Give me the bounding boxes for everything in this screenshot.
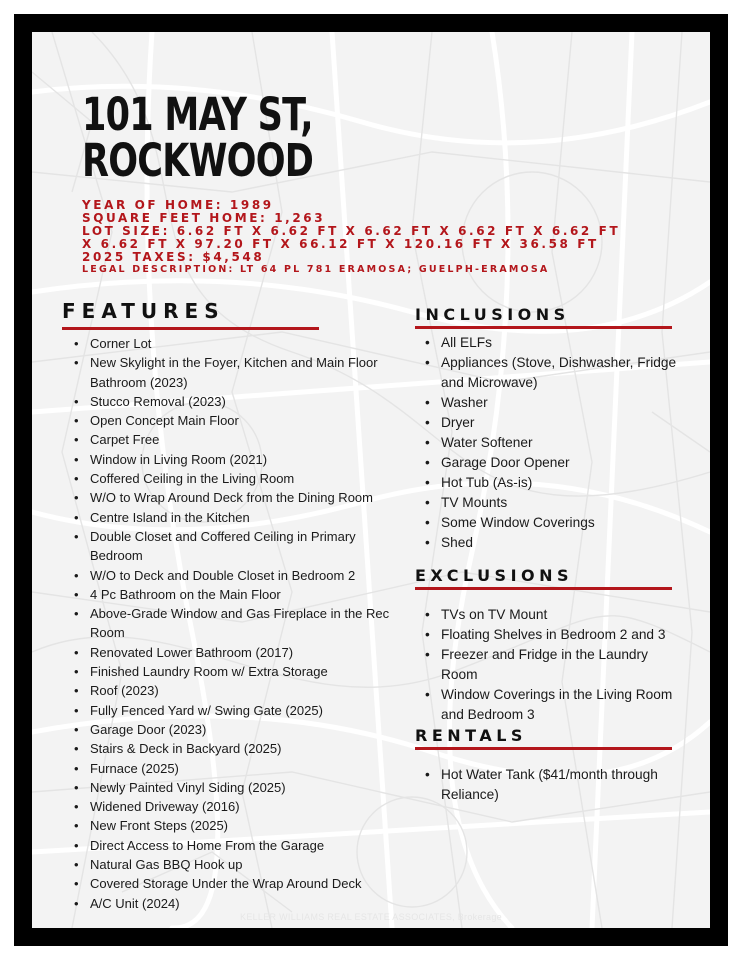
list-item: • Shed bbox=[421, 533, 683, 553]
list-item: • Natural Gas BBQ Hook up bbox=[70, 855, 390, 874]
list-item: • Hot Tub (As-is) bbox=[421, 473, 683, 493]
square-feet: SQUARE FEET HOME: 1,263 bbox=[82, 211, 326, 225]
list-item: • Appliances (Stove, Dishwasher, Fridge and Microwave) bbox=[421, 353, 683, 393]
list-item: • Some Window Coverings bbox=[421, 513, 683, 533]
list-item: • Above-Grade Window and Gas Fireplace in the Rec Room bbox=[70, 604, 390, 643]
list-item: • Water Softener bbox=[421, 433, 683, 453]
rentals-list bbox=[421, 765, 683, 805]
list-item: • Corner Lot bbox=[70, 334, 390, 353]
list-item: • Widened Driveway (2016) bbox=[70, 797, 390, 816]
list-item: • Direct Access to Home From the Garage bbox=[70, 836, 390, 855]
lot-size-line-1: LOT SIZE: 6.62 FT X 6.62 FT X 6.62 FT X 6.62 FT X 6.62 FT bbox=[82, 224, 621, 238]
property-details bbox=[82, 199, 682, 276]
inclusions-list bbox=[421, 333, 683, 553]
list-item: • Centre Island in the Kitchen bbox=[70, 508, 390, 527]
list-item: • New Front Steps (2025) bbox=[70, 816, 390, 835]
exclusions-heading: EXCLUSIONS bbox=[415, 566, 574, 585]
list-item: • New Skylight in the Foyer, Kitchen and Main Floor Bathroom (2023) bbox=[70, 353, 390, 392]
list-item: • All ELFs bbox=[421, 333, 683, 353]
list-item: • W/O to Deck and Double Closet in Bedroom 2 bbox=[70, 566, 390, 585]
list-item: • Double Closet and Coffered Ceiling in Primary Bedroom bbox=[70, 527, 390, 566]
list-item: • Coffered Ceiling in the Living Room bbox=[70, 469, 390, 488]
list-item: • TVs on TV Mount bbox=[421, 605, 683, 625]
list-item: • Roof (2023) bbox=[70, 681, 390, 700]
list-item: • Furnace (2025) bbox=[70, 759, 390, 778]
list-item: • W/O to Wrap Around Deck from the Dining Room bbox=[70, 488, 390, 507]
brokerage-watermark: KELLER WILLIAMS REAL ESTATE ASSOCIATES, Brokerage bbox=[240, 912, 502, 922]
list-item: • A/C Unit (2024) bbox=[70, 894, 390, 913]
list-item: • Window in Living Room (2021) bbox=[70, 450, 390, 469]
year-of-home: YEAR OF HOME: 1989 bbox=[82, 198, 274, 212]
features-divider bbox=[62, 327, 319, 330]
features-list bbox=[70, 334, 390, 913]
lot-size-line-2: X 6.62 FT X 97.20 FT X 66.12 FT X 120.16 FT X 36.58 FT bbox=[82, 237, 599, 251]
list-item: • Renovated Lower Bathroom (2017) bbox=[70, 643, 390, 662]
list-item: • Open Concept Main Floor bbox=[70, 411, 390, 430]
list-item: • Newly Painted Vinyl Siding (2025) bbox=[70, 778, 390, 797]
list-item: • Covered Storage Under the Wrap Around Deck bbox=[70, 874, 390, 893]
list-item: • Floating Shelves in Bedroom 2 and 3 bbox=[421, 625, 683, 645]
list-item: • 4 Pc Bathroom on the Main Floor bbox=[70, 585, 390, 604]
exclusions-list bbox=[421, 605, 683, 725]
list-item: • Stucco Removal (2023) bbox=[70, 392, 390, 411]
taxes: 2025 TAXES: $4,548 bbox=[82, 250, 265, 264]
address-line-1: 101 MAY ST, bbox=[82, 88, 313, 141]
page-border bbox=[14, 14, 728, 946]
list-item: • Dryer bbox=[421, 413, 683, 433]
list-item: • Finished Laundry Room w/ Extra Storage bbox=[70, 662, 390, 681]
list-item: • Hot Water Tank ($41/month through Reliance) bbox=[421, 765, 683, 805]
list-item: • Carpet Free bbox=[70, 430, 390, 449]
rentals-heading: RENTALS bbox=[415, 726, 527, 745]
list-item: • Freezer and Fridge in the Laundry Room bbox=[421, 645, 683, 685]
list-item: • TV Mounts bbox=[421, 493, 683, 513]
features-heading: FEATURES bbox=[62, 299, 225, 323]
list-item: • Fully Fenced Yard w/ Swing Gate (2025) bbox=[70, 701, 390, 720]
exclusions-divider bbox=[415, 587, 672, 590]
inclusions-divider bbox=[415, 326, 672, 329]
legal-description: LEGAL DESCRIPTION: LT 64 PL 781 ERAMOSA; GUELPH-ERAMOSA bbox=[82, 264, 550, 275]
inclusions-heading: INCLUSIONS bbox=[415, 305, 570, 324]
property-address-title bbox=[82, 88, 314, 187]
list-item: • Washer bbox=[421, 393, 683, 413]
rentals-divider bbox=[415, 747, 672, 750]
list-item: • Garage Door Opener bbox=[421, 453, 683, 473]
list-item: • Garage Door (2023) bbox=[70, 720, 390, 739]
flyer-sheet bbox=[32, 32, 710, 928]
list-item: • Stairs & Deck in Backyard (2025) bbox=[70, 739, 390, 758]
list-item: • Window Coverings in the Living Room and Bedroom 3 bbox=[421, 685, 683, 725]
address-line-2: ROCKWOOD bbox=[82, 134, 314, 187]
